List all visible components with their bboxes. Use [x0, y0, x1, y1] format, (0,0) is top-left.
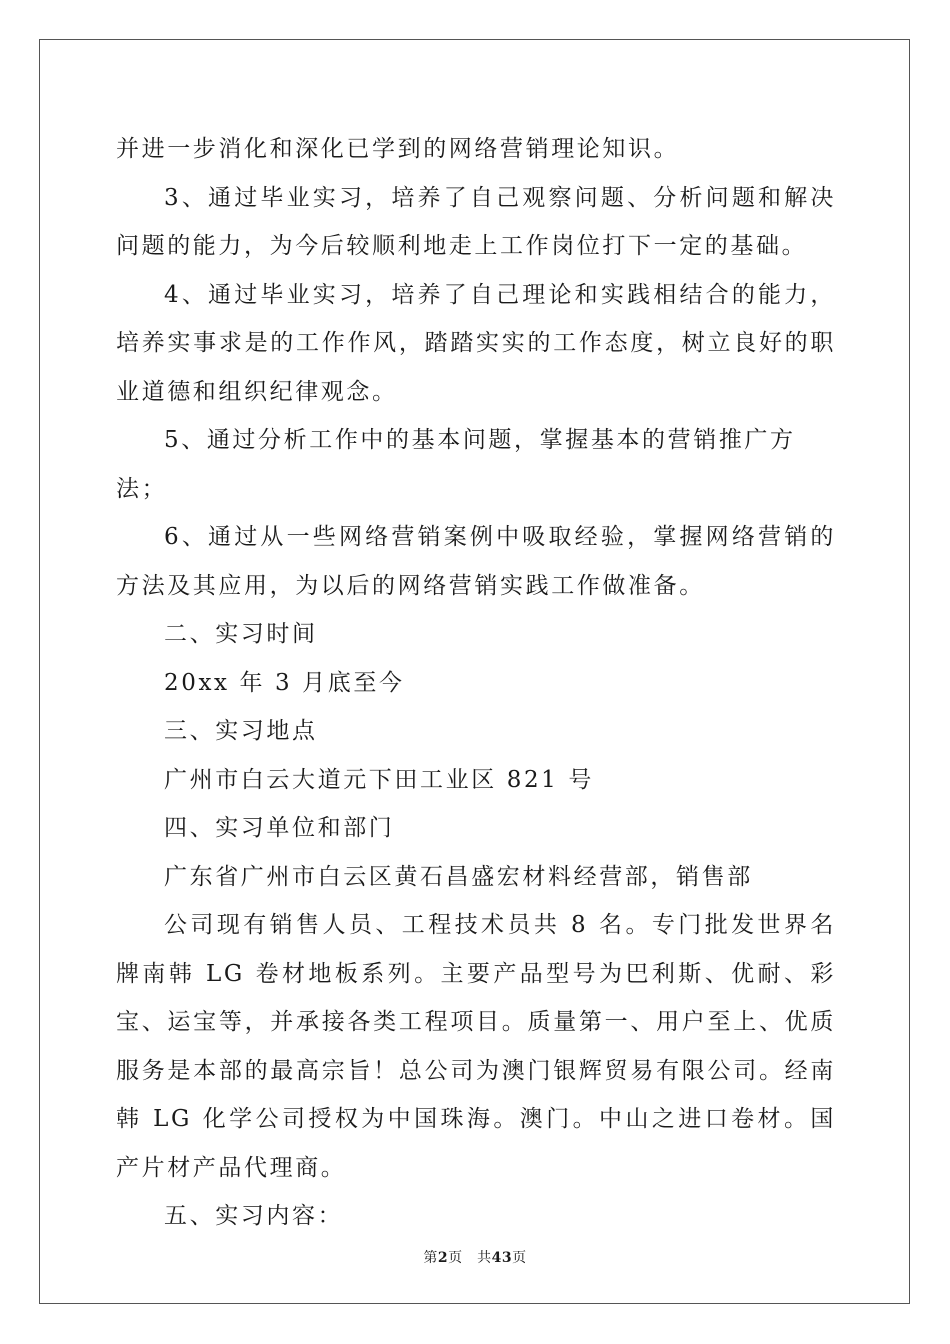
document-body — [116, 125, 836, 1241]
paragraph-4: 5、通过分析工作中的基本问题，掌握基本的营销推广方法； — [116, 427, 796, 502]
paragraph-company: 公司现有销售人员、工程技术员共 8 名。专门批发世界名牌南韩 LG 卷材地板系列。主要产品型号为巴利斯、优耐、彩宝、运宝等，并承接各类工程项目。质量第一、用户至上、优质服务是本部的最高宗旨！总公司为澳门银辉贸易有限公司。经南韩 LG 化学公司授权为中国珠海。澳门。中山之进口卷材。国产片材产品代理商。 — [116, 912, 836, 1181]
footer-prefix: 第 — [423, 1250, 438, 1266]
paragraph-1: 并进一步消化和深化已学到的网络营销理论知识。 — [116, 136, 680, 162]
paragraph-2: 3、通过毕业实习，培养了自己观察问题、分析问题和解决问题的能力，为今后较顺利地走上工作岗位打下一定的基础。 — [116, 184, 836, 259]
section-heading-unit: 四、实习单位和部门 — [164, 815, 395, 841]
paragraph-time: 20xx 年 3 月底至今 — [164, 669, 405, 696]
footer-suffix: 页 — [512, 1250, 527, 1266]
section-heading-content: 五、实习内容： — [164, 1203, 344, 1229]
paragraph-5: 6、通过从一些网络营销案例中吸取经验，掌握网络营销的方法及其应用，为以后的网络营销实践工作做准备。 — [116, 524, 836, 599]
paragraph-unit: 广东省广州市白云区黄石昌盛宏材料经营部，销售部 — [164, 863, 753, 890]
section-heading-location: 三、实习地点 — [164, 718, 318, 744]
section-heading-time: 二、实习时间 — [164, 621, 318, 647]
footer-middle: 页 共 — [448, 1250, 492, 1266]
page-footer — [0, 1247, 950, 1267]
footer-total-pages: 43 — [491, 1250, 513, 1266]
paragraph-location: 广州市白云大道元下田工业区 821 号 — [164, 766, 594, 793]
paragraph-3: 4、通过毕业实习，培养了自己理论和实践相结合的能力，培养实事求是的工作作风，踏踏实实的工作态度，树立良好的职业道德和组织纪律观念。 — [116, 281, 836, 405]
footer-current-page: 2 — [437, 1250, 449, 1266]
